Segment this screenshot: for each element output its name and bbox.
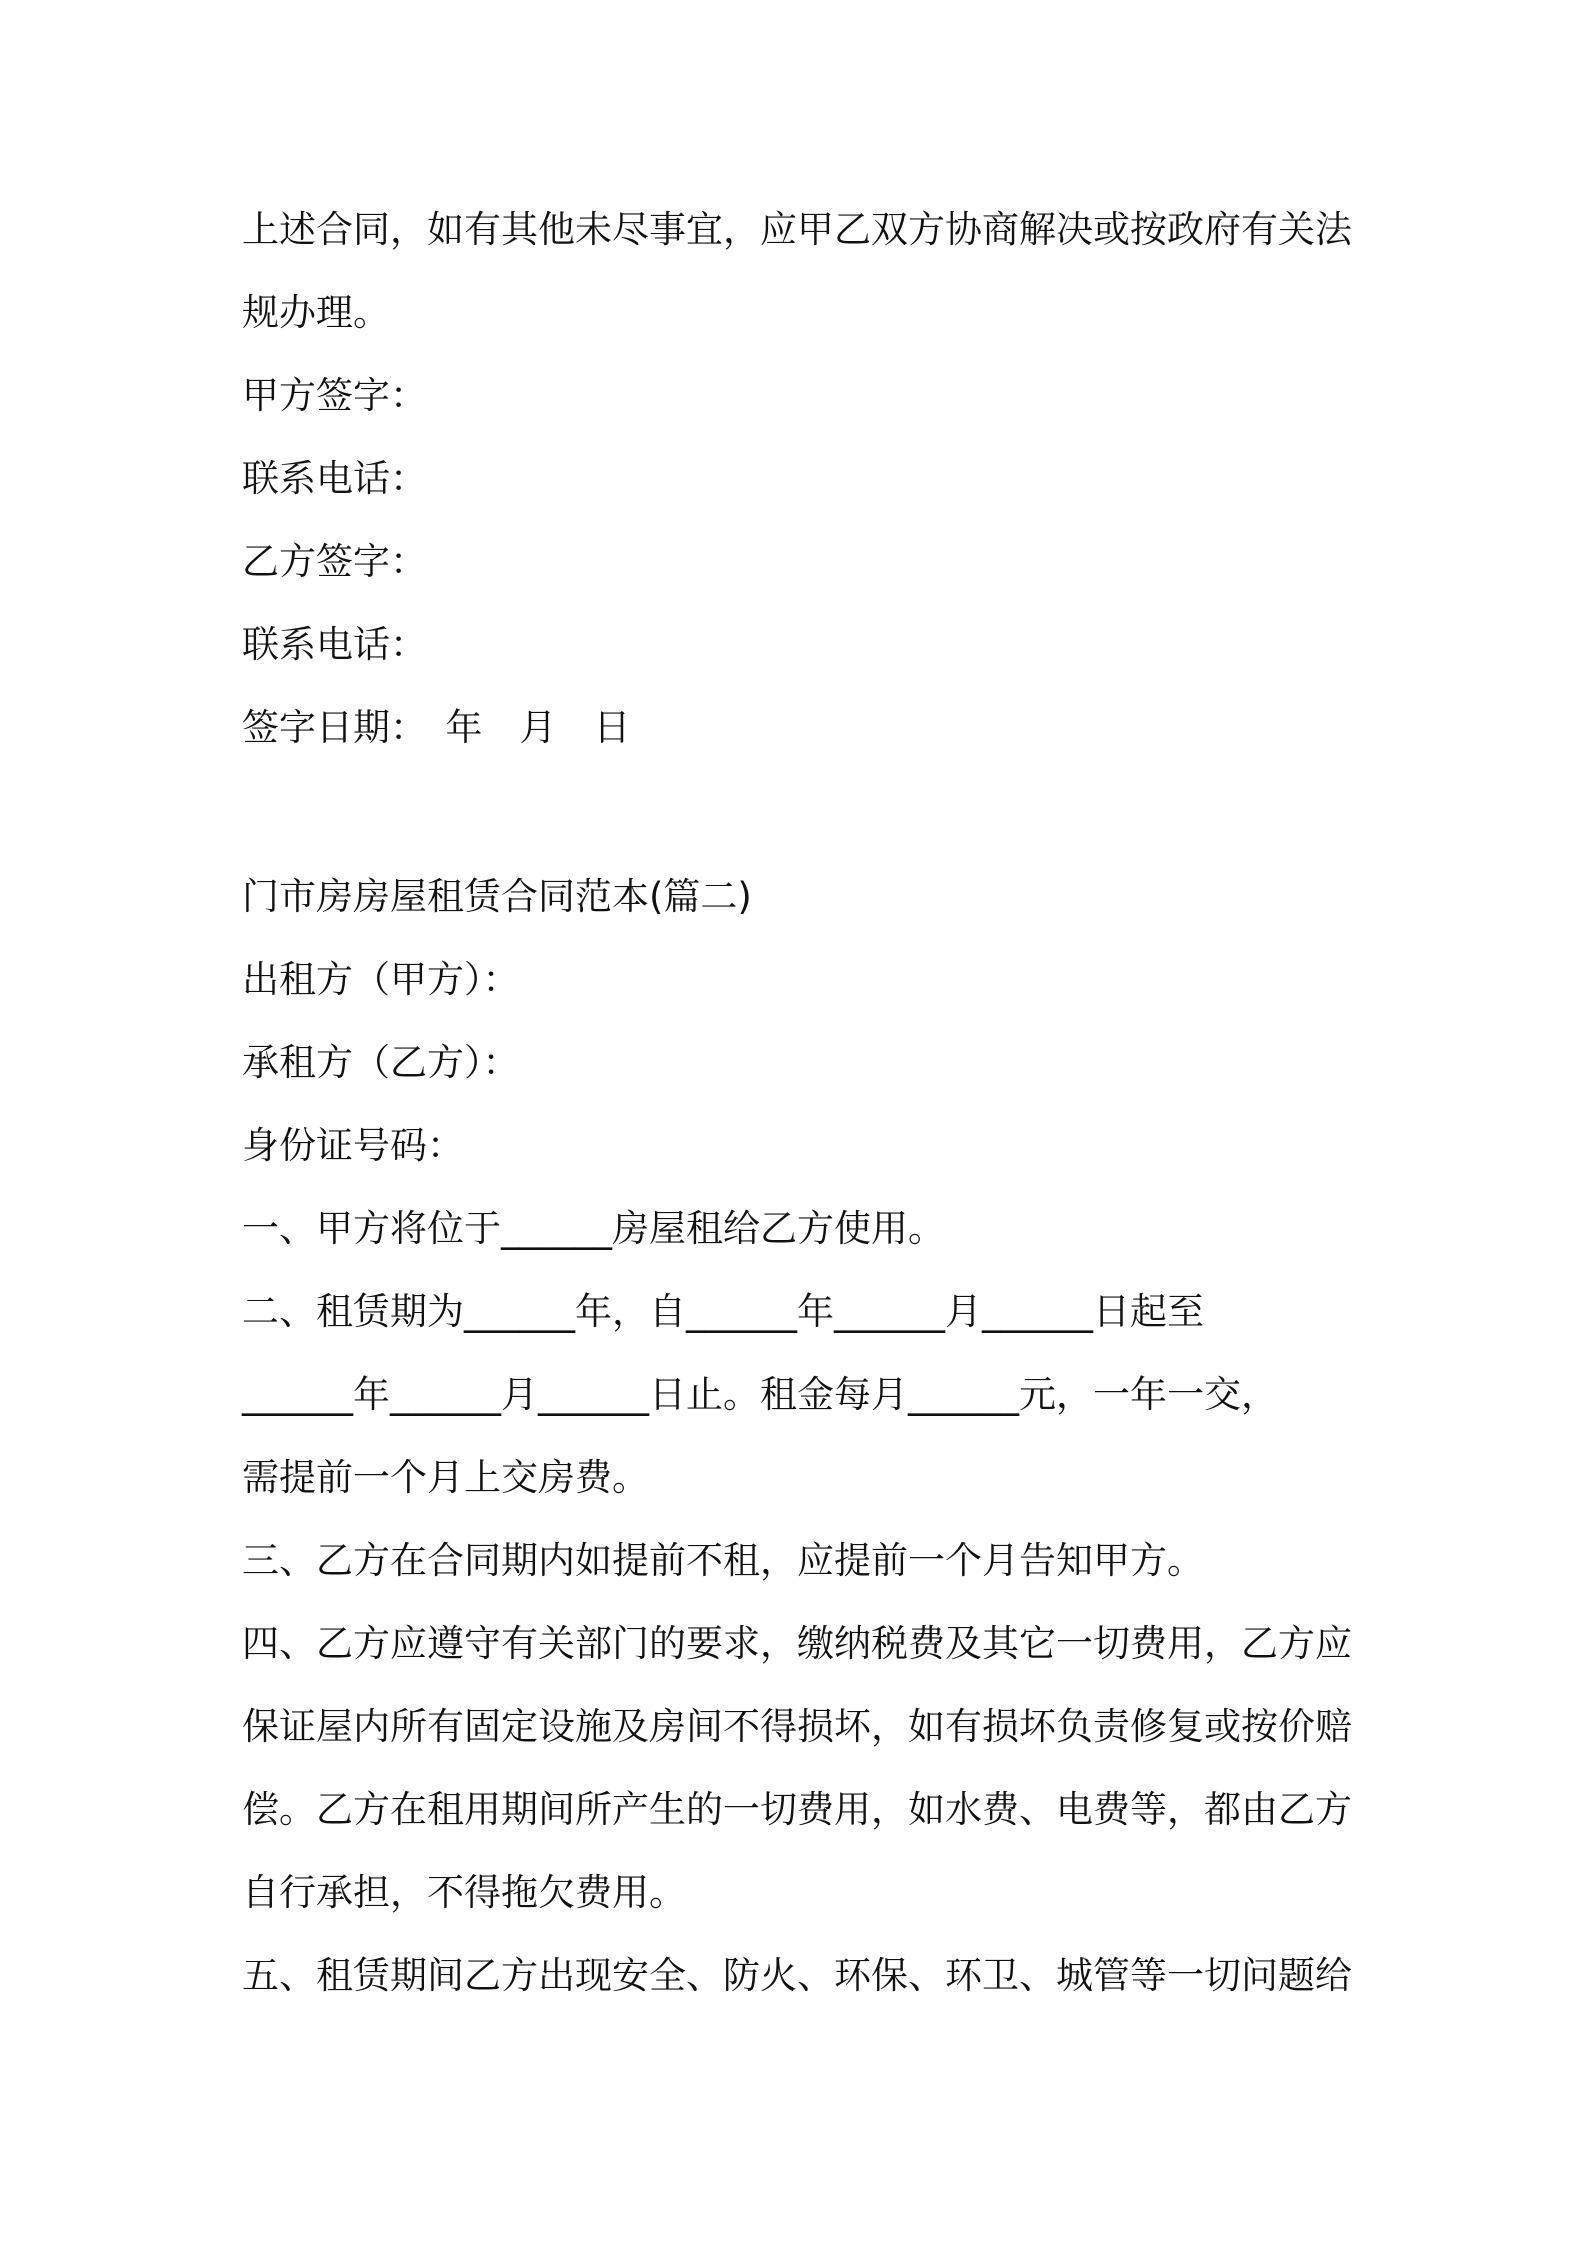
clause-2-line: 二、租赁期为______年，自______年______月______日起至 [242,1290,1204,1333]
signature-label-party-a: 甲方签字： [242,374,427,417]
lessor-label: 出租方（甲方）： [242,958,520,1001]
paragraph-line: 规办理。 [242,291,390,334]
paragraph-line: 上述合同，如有其他未尽事宜，应甲乙双方协商解决或按政府有关法 [242,208,1352,251]
clause-3: 三、乙方在合同期内如提前不租，应提前一个月告知甲方。 [242,1539,1204,1582]
clause-1: 一、甲方将位于______房屋租给乙方使用。 [242,1207,945,1250]
phone-label-party-a: 联系电话： [242,457,427,500]
clause-4-line: 偿。乙方在租用期间所产生的一切费用，如水费、电费等，都由乙方 [242,1788,1352,1831]
clause-5-line: 五、租赁期间乙方出现安全、防火、环保、环卫、城管等一切问题给 [242,1954,1352,1997]
phone-label-party-b: 联系电话： [242,623,427,666]
clause-2-line: 需提前一个月上交房费。 [242,1456,649,1499]
signature-label-party-b: 乙方签字： [242,540,427,583]
id-number-label: 身份证号码： [242,1124,464,1167]
clause-2-line: ______年______月______日止。租金每月______元，一年一交， [242,1373,1278,1416]
signing-date-label: 签字日期： 年 月 日 [242,706,631,749]
clause-4-line: 保证屋内所有固定设施及房间不得损坏，如有损坏负责修复或按价赔 [242,1705,1352,1748]
contract-title: 门市房房屋租赁合同范本(篇二) [242,875,752,918]
clause-4-line: 四、乙方应遵守有关部门的要求，缴纳税费及其它一切费用，乙方应 [242,1622,1352,1665]
lessee-label: 承租方（乙方）： [242,1041,520,1084]
clause-4-line: 自行承担，不得拖欠费用。 [242,1871,686,1914]
